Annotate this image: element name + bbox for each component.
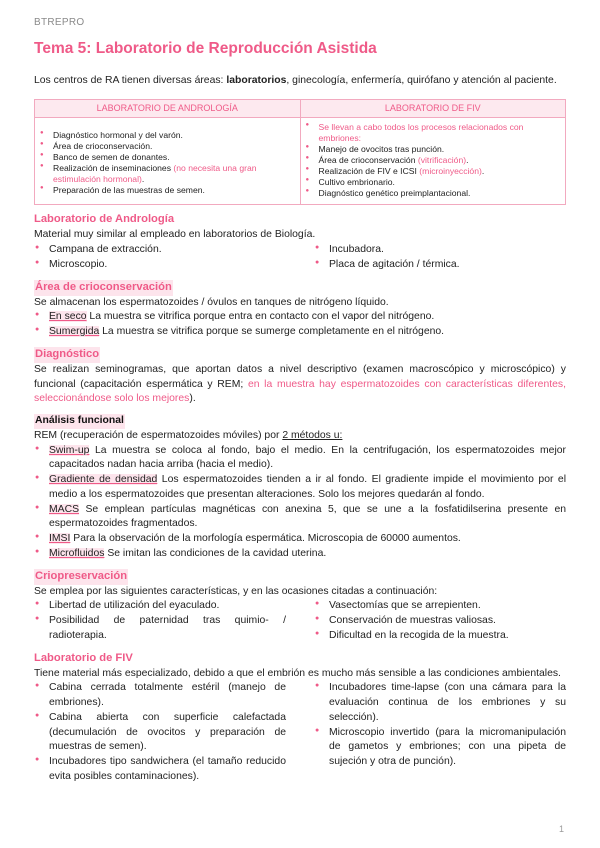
andrologia-heading: Laboratorio de Andrología (34, 213, 175, 226)
andrologia-list (34, 243, 566, 273)
list-item: ● Cabina cerrada totalmente estéril (manejo de embriones). (34, 681, 286, 711)
list-item: ● Realización de FIV e ICSI (microinyección). (305, 166, 560, 177)
crio-area-list (34, 310, 566, 340)
funcional-list (34, 444, 566, 562)
list-item: ● Se llevan a cabo todos los procesos relacionados con embriones: (305, 122, 560, 144)
list-item: ● Diagnóstico genético preimplantacional. (305, 188, 560, 199)
document-header: BTREPRO (34, 17, 85, 28)
list-item: ● Microfluidos Se imitan las condiciones de la cavidad uterina. (34, 547, 566, 562)
list-item: ● Banco de semen de donantes. (39, 152, 294, 163)
list-item: ● Microscopio. (34, 258, 286, 273)
list-item: ● Cabina abierta con superficie calefactada (decumulación de ovocitos y preparación de muestras de semen). (34, 711, 286, 755)
list-item: ● Área de crioconservación. (39, 141, 294, 152)
list-item: ● Placa de agitación / térmica. (314, 258, 566, 273)
fiv-list (34, 681, 566, 784)
list-item: ● Posibilidad de paternidad tras quimio- / radioterapia. (34, 614, 286, 644)
list-item: ● Campana de extracción. (34, 243, 286, 258)
criopreservacion-text: Se emplea por las siguientes características, y en las ocasiones citadas a continuación: (34, 585, 438, 597)
andrologia-text: Material muy similar al empleado en laboratorios de Biología. (34, 229, 316, 241)
criopreservacion-list (34, 599, 566, 643)
list-item: ● Sumergida La muestra se vitrifica porque se sumerge completamente en el nitrógeno. (34, 325, 566, 340)
fiv-heading: Laboratorio de FIV (34, 651, 133, 664)
fiv-text: Tiene material más especializado, debido a que el embrión es mucho más sensible a las condiciones ambientales. (34, 667, 561, 679)
diagnostico-heading: Diagnóstico (34, 347, 100, 363)
list-item: ● Manejo de ovocitos tras punción. (305, 144, 560, 155)
funcional-heading: Análisis funcional (34, 414, 125, 429)
list-item: ● IMSI Para la observación de la morfología espermática. Microscopia de 60000 aumentos. (34, 532, 566, 547)
list-item: ● Incubadores time-lapse (con una cámara para la evaluación continua de los embriones y su selección). (314, 681, 566, 725)
fiv-column-header: LABORATORIO DE FIV (300, 99, 566, 118)
list-item: ● Preparación de las muestras de semen. (39, 185, 294, 196)
list-item: ● Conservación de muestras valiosas. (314, 614, 566, 629)
criopreservacion-heading: Criopreservación (34, 569, 128, 585)
andrologia-column (35, 118, 301, 205)
list-item: ● Incubadora. (314, 243, 566, 258)
crio-area-text: Se almacenan los espermatozoides / óvulos en tanques de nitrógeno líquido. (34, 296, 389, 308)
list-item: ● Área de crioconservación (vitrificación). (305, 155, 560, 166)
page-title: Tema 5: Laboratorio de Reproducción Asistida (34, 40, 377, 58)
intro-paragraph: Los centros de RA tienen diversas áreas: laboratorios, ginecología, enfermería, quirófano y atención al paciente. (34, 75, 557, 87)
list-item: ● Gradiente de densidad Los espermatozoides tienden a ir al fondo. El gradiente impide el movimiento por el medio a los espermatozoides que presentan alteraciones. Solo los mejores quedarán al fondo. (34, 473, 566, 503)
list-item: ● Libertad de utilización del eyaculado. (34, 599, 286, 614)
list-item: ● Swim-up La muestra se coloca al fondo, bajo el medio. En la centrifugación, los espermatozoides mejor capacitados nadan hacia arriba (hacia el medio). (34, 444, 566, 474)
list-item: ● Vasectomías que se arrepienten. (314, 599, 566, 614)
list-item: ● Incubadores tipo sandwichera (el tamaño reducido evita posibles contaminaciones). (34, 755, 286, 785)
diagnostico-text: Se realizan seminogramas, que aportan datos a nivel descriptivo (examen macroscópico y microscópico) y funcional (capacitación espermática y REM; en la muestra hay espermatozoides con características diferentes, seleccionándose solo los mejores). (34, 363, 566, 405)
labs-table (34, 99, 566, 206)
list-item: ● Diagnóstico hormonal y del varón. (39, 130, 294, 141)
fiv-column (300, 118, 566, 205)
list-item: ● Microscopio invertido (para la micromanipulación de gametos y embriones; con una pipeta de sujeción y otra de punción). (314, 726, 566, 770)
list-item: ● Realización de inseminaciones (no necesita una gran estimulación hormonal). (39, 163, 294, 185)
andrologia-column-header: LABORATORIO DE ANDROLOGÍA (35, 99, 301, 118)
funcional-text: REM (recuperación de espermatozoides móviles) por 2 métodos u: (34, 429, 343, 441)
list-item: ● Cultivo embrionario. (305, 177, 560, 188)
list-item: ● En seco La muestra se vitrifica porque entra en contacto con el vapor del nitrógeno. (34, 310, 566, 325)
list-item: ● MACS Se emplean partículas magnéticas con anexina 5, que se une a la fosfatidilserina presente en espermatozoides fragmentados. (34, 503, 566, 533)
page-number: 1 (558, 824, 564, 835)
list-item: ● Dificultad en la recogida de la muestra. (314, 629, 566, 644)
crio-area-heading: Área de crioconservación (34, 280, 173, 296)
